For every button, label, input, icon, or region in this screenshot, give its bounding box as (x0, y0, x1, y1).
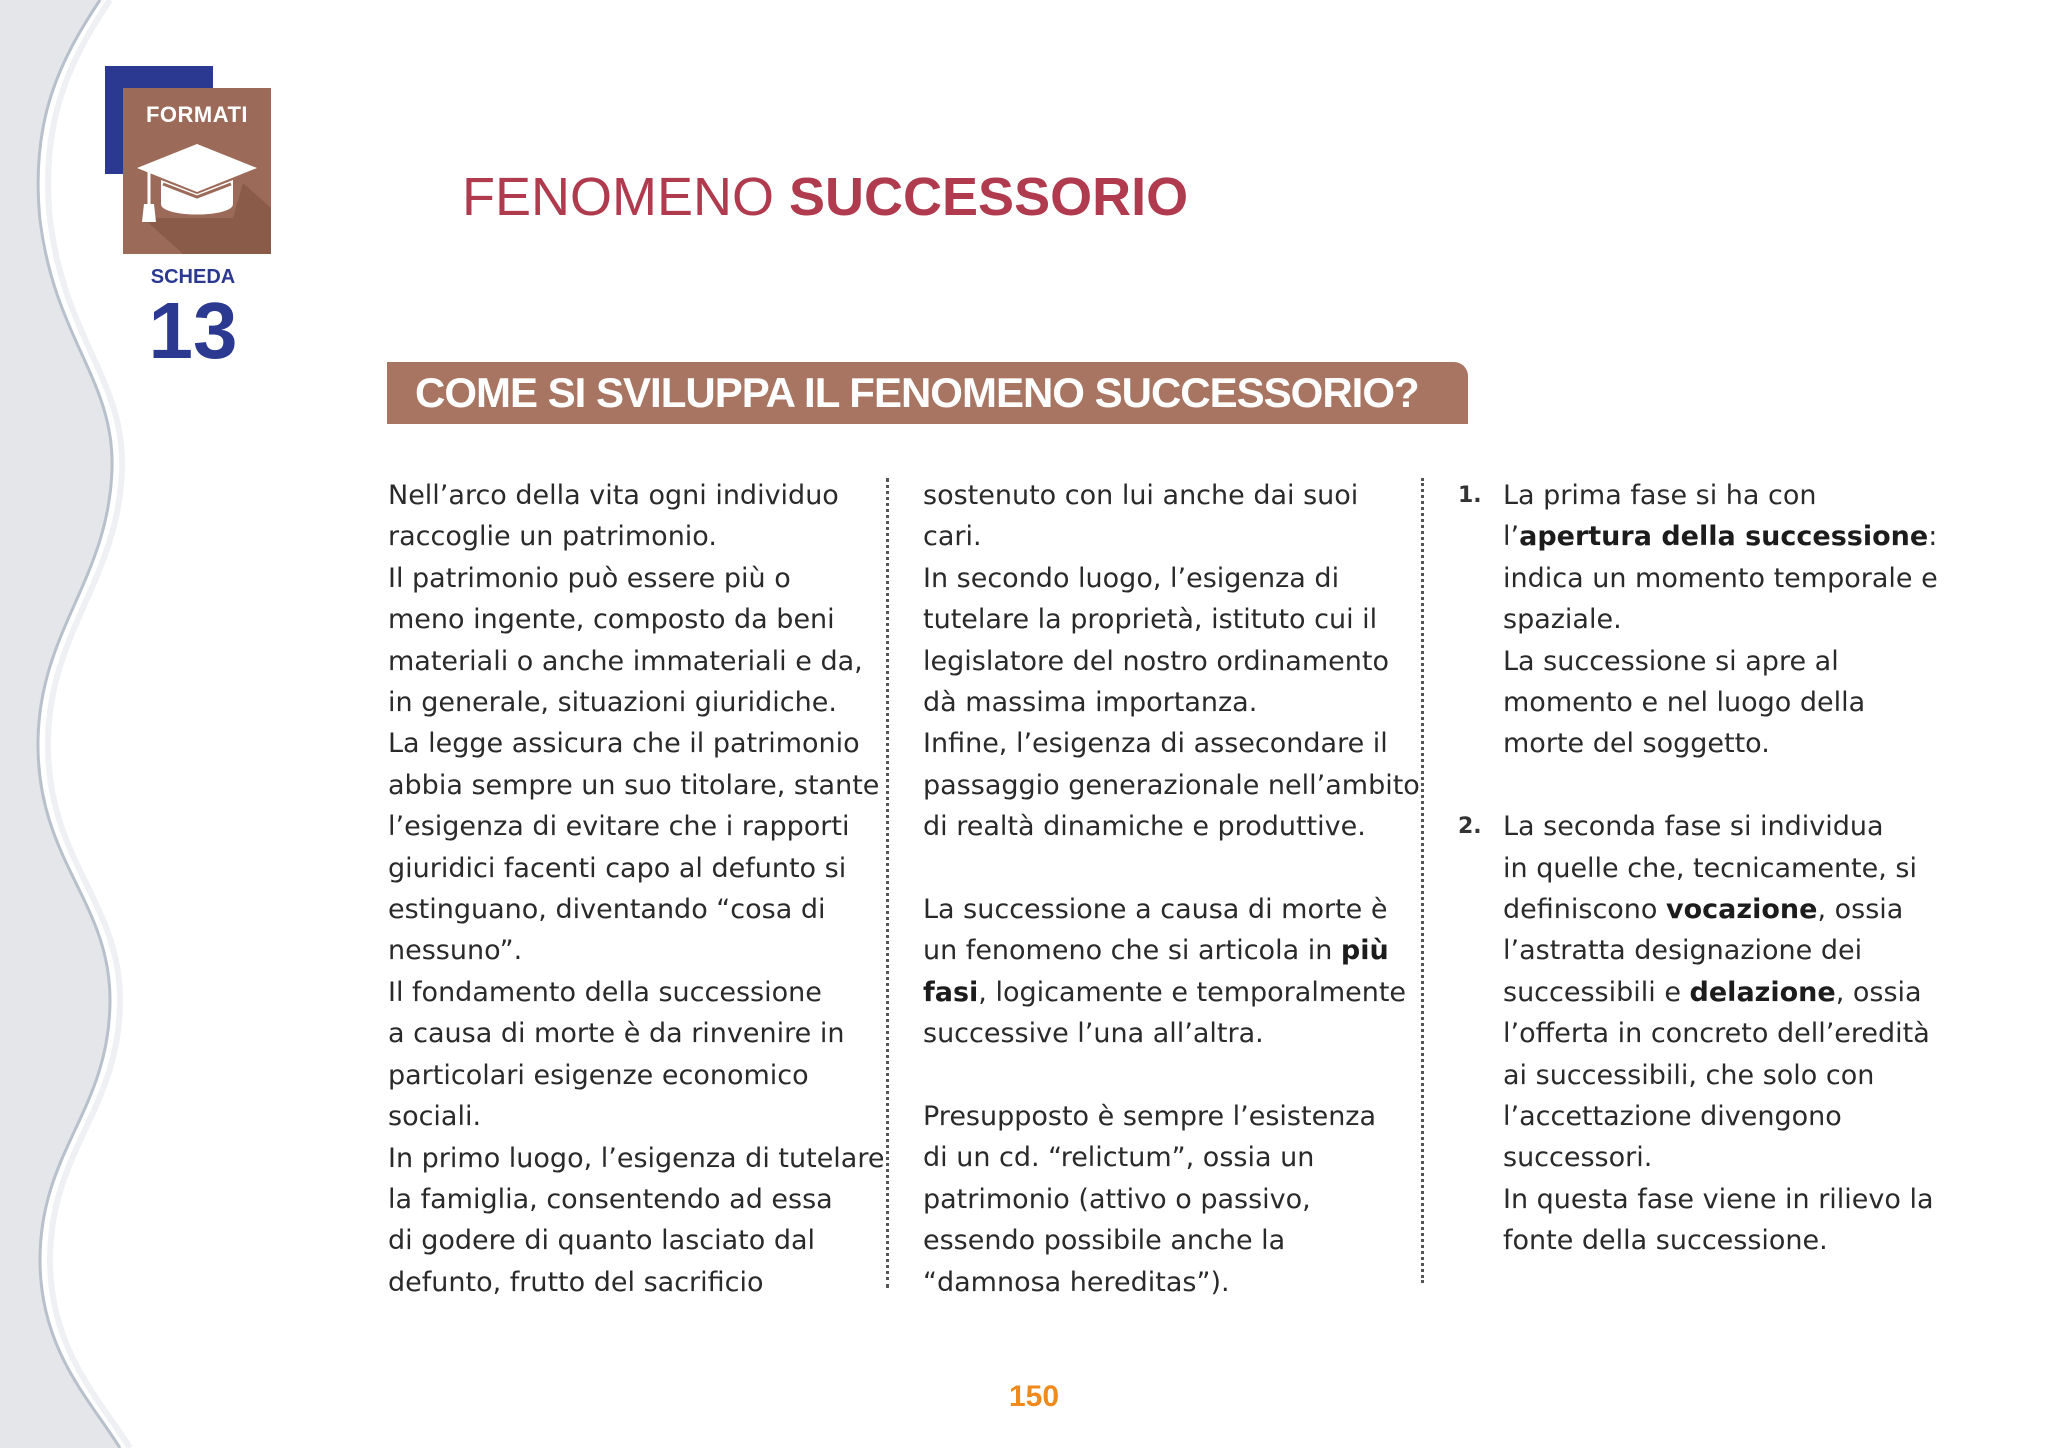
list-item-number: 1. (1458, 483, 1482, 508)
text-line (923, 930, 1403, 971)
text-line: “damnosa hereditas”). (923, 1266, 1230, 1298)
text-line: l’astratta designazione dei (1503, 935, 1863, 967)
text-run: definiscono (1503, 894, 1667, 926)
text-line: in quelle che, tecnicamente, si (1503, 852, 1917, 884)
scheda-label: SCHEDA (150, 266, 236, 288)
text-run: l’ (1503, 521, 1520, 553)
text-line: Presupposto è sempre l’esistenza (923, 1101, 1377, 1133)
text-line: La prima fase si ha con (1503, 480, 1817, 511)
text-line: fonte della successione. (1503, 1225, 1828, 1257)
text-line: estinguano, diventando “cosa di (388, 894, 826, 926)
text-line: a causa di morte è da rinvenire in (388, 1018, 845, 1050)
badge-category-label: FORMATI (145, 102, 249, 127)
text-line: indica un momento temporale e (1503, 562, 1938, 594)
text-line: passaggio generazionale nell’ambito (923, 769, 1420, 801)
section-heading-band (387, 362, 1468, 424)
text-line (1503, 516, 1938, 557)
text-line: La successione a causa di morte è (923, 894, 1388, 926)
text-line: momento e nel luogo della (1503, 687, 1866, 719)
text-line: nessuno”. (388, 935, 523, 967)
text-line: cari. (923, 521, 982, 553)
scheda-number: 13 (148, 286, 238, 375)
category-badge (123, 88, 271, 254)
bold-term: fasi (923, 976, 979, 1008)
page-title (462, 166, 1188, 228)
text-line: Infine, l’esigenza di assecondare il (923, 728, 1388, 760)
text-line: defunto, frutto del sacrificio (388, 1266, 764, 1298)
text-line: l’esigenza di evitare che i rapporti (388, 811, 850, 843)
text-line: ai successibili, che solo con (1503, 1059, 1875, 1091)
bold-term: più (1340, 935, 1389, 967)
column-divider (1421, 478, 1424, 1283)
text-line: in generale, situazioni giuridiche. (388, 687, 837, 719)
bold-term: vocazione (1666, 894, 1818, 926)
text-line: La successione si apre al (1503, 645, 1839, 677)
text-line: meno ingente, composto da beni (388, 604, 835, 636)
text-line: In primo luogo, l’esigenza di tutelare (388, 1142, 885, 1174)
text-line: di un cd. “relictum”, ossia un (923, 1142, 1315, 1174)
list-item-number: 2. (1458, 814, 1482, 840)
page-number: 150 (1008, 1380, 1060, 1413)
text-run: : (1928, 521, 1938, 553)
bold-term: delazione (1689, 976, 1836, 1008)
text-line: spaziale. (1503, 604, 1622, 636)
text-line: tutelare la proprietà, istituto cui il (923, 604, 1378, 636)
text-run: un fenomeno che si articola in (923, 935, 1341, 967)
list-item (1458, 475, 1938, 765)
text-line: dà massima importanza. (923, 687, 1258, 719)
text-line: successori. (1503, 1142, 1653, 1174)
text-line: la famiglia, consentendo ad essa (388, 1183, 833, 1215)
text-line: In secondo luogo, l’esigenza di (923, 562, 1340, 594)
text-run: , ossia (1835, 976, 1922, 1008)
text-line: raccoglie un patrimonio. (388, 521, 717, 553)
title-light: FENOMENO (462, 167, 775, 227)
text-line: La seconda fase si individua (1503, 811, 1884, 843)
text-column-2 (923, 475, 1420, 1303)
text-line: abbia sempre un suo titolare, stante (388, 769, 880, 801)
text-run: , logicamente e temporalmente (978, 976, 1407, 1008)
text-line: l’accettazione divengono (1503, 1101, 1842, 1133)
text-line: giuridici facenti capo al defunto si (388, 852, 847, 884)
column-divider (886, 478, 889, 1288)
graduation-cap-icon (133, 138, 261, 234)
text-line: sostenuto con lui anche dai suoi (923, 480, 1359, 511)
text-run: , ossia (1817, 894, 1904, 926)
text-line (923, 972, 1407, 1013)
text-line: morte del soggetto. (1503, 728, 1770, 760)
text-line: successive l’una all’altra. (923, 1018, 1264, 1050)
paragraph-gap (1458, 765, 1938, 806)
section-heading: COME SI SVILUPPA IL FENOMENO SUCCESSORIO? (415, 369, 1419, 416)
paragraph-gap (923, 848, 1403, 889)
text-line: Il patrimonio può essere più o (388, 562, 791, 594)
text-line: di godere di quanto lasciato dal (388, 1225, 816, 1257)
text-line: Nell’arco della vita ogni individuo (388, 480, 839, 511)
text-line: sociali. (388, 1101, 482, 1133)
text-line (1503, 972, 1938, 1013)
text-line (1503, 889, 1938, 930)
text-line: legislatore del nostro ordinamento (923, 645, 1389, 677)
text-line: di realtà dinamiche e produttive. (923, 811, 1366, 843)
text-column-1 (388, 475, 885, 1303)
text-line: La legge assicura che il patrimonio (388, 728, 860, 760)
paragraph-gap (923, 1055, 1403, 1096)
text-line: essendo possibile anche la (923, 1225, 1286, 1257)
text-run: successibili e (1503, 976, 1690, 1008)
page-binding-decoration (0, 0, 140, 1448)
text-line: Il fondamento della successione (388, 976, 822, 1008)
list-item (1458, 806, 1938, 1261)
text-line: materiali o anche immateriali e da, (388, 645, 863, 677)
title-bold: SUCCESSORIO (789, 167, 1189, 227)
text-line: l’offerta in concreto dell’eredità (1503, 1018, 1930, 1050)
text-column-3 (1458, 475, 1938, 1262)
text-line: In questa fase viene in rilievo la (1503, 1183, 1934, 1215)
text-line: patrimonio (attivo o passivo, (923, 1183, 1311, 1215)
text-line: particolari esigenze economico (388, 1059, 809, 1091)
bold-term: apertura della successione (1519, 521, 1929, 553)
